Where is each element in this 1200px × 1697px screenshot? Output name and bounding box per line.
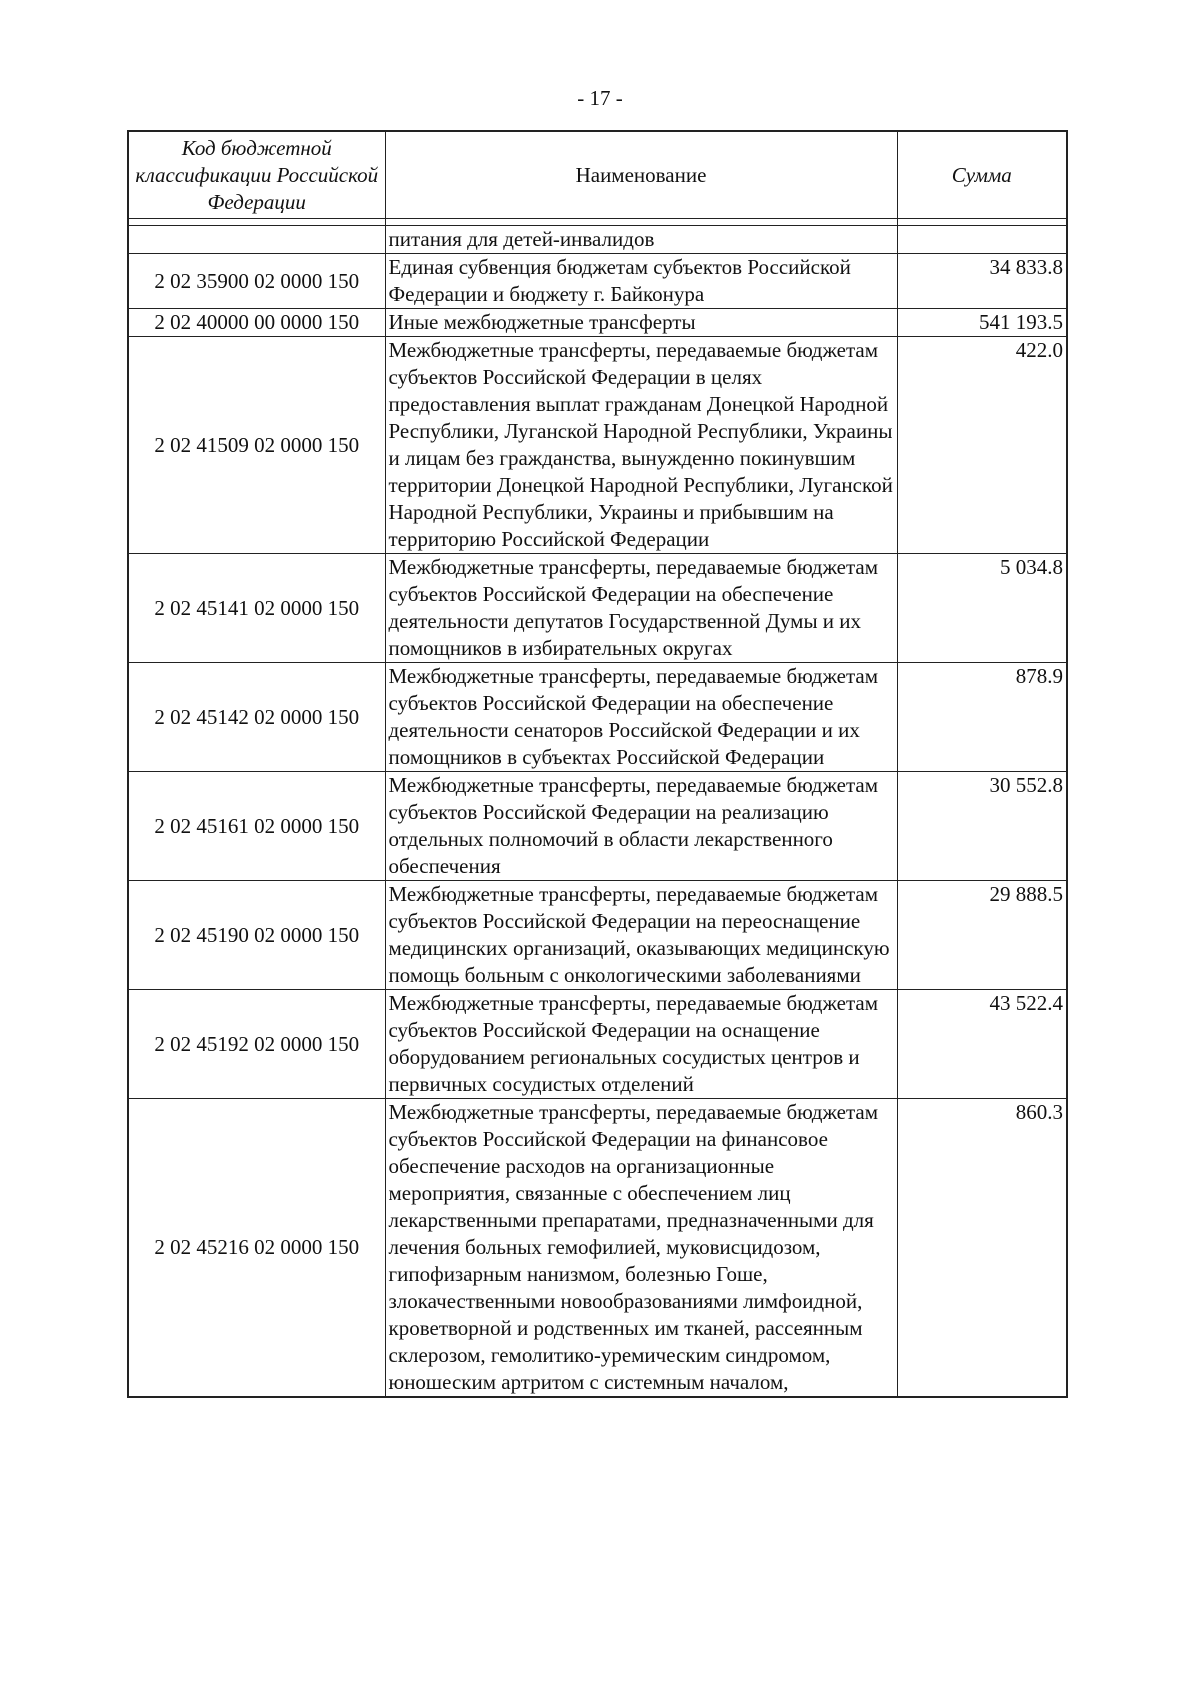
table-row: [128, 254, 1067, 309]
row-code: 2 02 40000 00 0000 150: [128, 309, 385, 337]
spacer-cell: [385, 219, 897, 226]
header-sum: Сумма: [897, 131, 1067, 219]
row-code: 2 02 45161 02 0000 150: [128, 772, 385, 881]
spacer-cell: [897, 219, 1067, 226]
row-sum: 43 522.4: [897, 990, 1067, 1099]
row-name: Межбюджетные трансферты, передаваемые бюджетам субъектов Российской Федерации на финансовое обеспечение расходов на организационные мероприятия, связанные с обеспечением лиц лекарственными препаратами, предназначенными для лечения больных гемофилией, муковисцидозом, гипофизарным нанизмом, болезнью Гоше, злокачественными новообразованиями лимфоидной, кроветворной и родственных им тканей, рассеянным склерозом, гемолитико-уремическим синдромом, юношеским артритом с системным началом,: [385, 1099, 897, 1398]
page-number: - 17 -: [577, 86, 623, 110]
row-name: Иные межбюджетные трансферты: [385, 309, 897, 337]
row-name: Единая субвенция бюджетам субъектов Российской Федерации и бюджету г. Байконура: [385, 254, 897, 309]
row-name: Межбюджетные трансферты, передаваемые бюджетам субъектов Российской Федерации на обеспечение деятельности депутатов Государственной Думы и их помощников в избирательных округах: [385, 554, 897, 663]
row-name: Межбюджетные трансферты, передаваемые бюджетам субъектов Российской Федерации в целях предоставления выплат гражданам Донецкой Народной Республики, Луганской Народной Республики, Украины и лицам без гражданства, вынужденно покинувшим территории Донецкой Народной Республики, Луганской Народной Республики, Украины и прибывшим на территорию Российской Федерации: [385, 337, 897, 554]
table-header-row: [128, 131, 1067, 219]
table-row: [128, 226, 1067, 254]
row-sum: 34 833.8: [897, 254, 1067, 309]
spacer-cell: [128, 219, 385, 226]
table-row: [128, 990, 1067, 1099]
row-name: Межбюджетные трансферты, передаваемые бюджетам субъектов Российской Федерации на оснащение оборудованием региональных сосудистых центров и первичных сосудистых отделений: [385, 990, 897, 1099]
row-code: 2 02 45192 02 0000 150: [128, 990, 385, 1099]
row-code: 2 02 45216 02 0000 150: [128, 1099, 385, 1398]
row-code: 2 02 41509 02 0000 150: [128, 337, 385, 554]
row-code: 2 02 45141 02 0000 150: [128, 554, 385, 663]
table-row: [128, 881, 1067, 990]
row-sum: [897, 226, 1067, 254]
budget-table: [127, 130, 1068, 1398]
table-row: [128, 554, 1067, 663]
header-code: Код бюджетной классификации Российской Федерации: [128, 131, 385, 219]
row-name: Межбюджетные трансферты, передаваемые бюджетам субъектов Российской Федерации на реализацию отдельных полномочий в области лекарственного обеспечения: [385, 772, 897, 881]
row-code: 2 02 45142 02 0000 150: [128, 663, 385, 772]
row-code: 2 02 45190 02 0000 150: [128, 881, 385, 990]
header-name: Наименование: [385, 131, 897, 219]
table-row: [128, 1099, 1067, 1398]
row-name: питания для детей-инвалидов: [385, 226, 897, 254]
table-row: [128, 663, 1067, 772]
row-name: Межбюджетные трансферты, передаваемые бюджетам субъектов Российской Федерации на обеспечение деятельности сенаторов Российской Федерации и их помощников в субъектах Российской Федерации: [385, 663, 897, 772]
row-sum: 422.0: [897, 337, 1067, 554]
row-name: Межбюджетные трансферты, передаваемые бюджетам субъектов Российской Федерации на переоснащение медицинских организаций, оказывающих медицинскую помощь больным с онкологическими заболеваниями: [385, 881, 897, 990]
header-spacer-row: [128, 219, 1067, 226]
row-sum: 30 552.8: [897, 772, 1067, 881]
row-code: 2 02 35900 02 0000 150: [128, 254, 385, 309]
table-row: [128, 309, 1067, 337]
row-sum: 5 034.8: [897, 554, 1067, 663]
row-sum: 878.9: [897, 663, 1067, 772]
row-sum: 541 193.5: [897, 309, 1067, 337]
row-sum: 860.3: [897, 1099, 1067, 1398]
table-row: [128, 337, 1067, 554]
row-sum: 29 888.5: [897, 881, 1067, 990]
row-code: [128, 226, 385, 254]
table-row: [128, 772, 1067, 881]
